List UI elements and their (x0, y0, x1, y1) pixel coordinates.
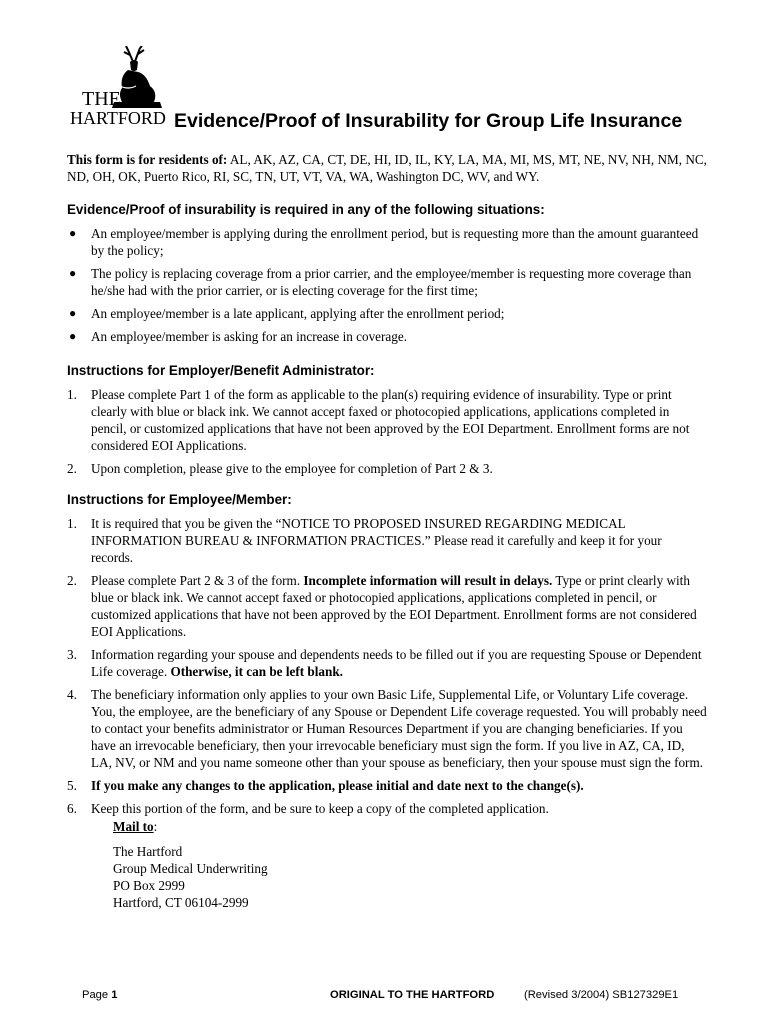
list-item: 4. The beneficiary information only applies to your own Basic Life, Supplemental Life, or Voluntary Life coverage. You, the employee, are the beneficiary of any Spouse or Dependent Life coverage requested. You will probably need to contact your benefits administrator or Human Resources Department if you are changing beneficiaries. If you have an irrevocable beneficiary, then your irrevocable beneficiary must sign the form. If you live in AZ, CA, ID, LA, NV, or NM and you name someone other than your spouse as beneficiary, then your spouse must sign the form. (67, 687, 707, 770)
logo-the: THE (82, 88, 121, 110)
list-item: 5. If you make any changes to the application, please initial and date next to the change(s). (67, 778, 584, 793)
employee-instructions-list (67, 515, 707, 911)
mail-address-line: PO Box 2999 (113, 878, 185, 893)
residents-label: This form is for residents of: (67, 152, 228, 167)
mail-to-label: Mail to (113, 819, 154, 834)
list-item: 2. Please complete Part 2 & 3 of the form. Incomplete information will result in delays. Type or print clearly with blue or black ink. We cannot accept faxed or photocopied applications, applications completed in pencil, or customized applications that have not been approved by the EOI Department. Enrollment forms are not considered EOI Applications. (67, 573, 697, 639)
situations-heading: Evidence/Proof of insurability is required in any of the following situations: (67, 202, 545, 217)
page-title: Evidence/Proof of Insurability for Group Life Insurance (174, 110, 683, 132)
list-item: 6. Keep this portion of the form, and be sure to keep a copy of the completed application. Mail to: The Hartford Group Medical Underwriting PO Box 2999 Hartford, CT 06104-2999 (67, 800, 707, 911)
residents-statement (67, 151, 707, 185)
original-notice: ORIGINAL TO THE HARTFORD (330, 989, 495, 1001)
logo-hartford: HARTFORD (70, 108, 166, 128)
revision-code: (Revised 3/2004) SB127329E1 (524, 989, 679, 1001)
list-item: ● An employee/member is asking for an increase in coverage. (69, 329, 408, 344)
employer-instructions-list (67, 386, 707, 477)
hartford-logo (66, 46, 166, 132)
list-item: ● An employee/member is applying during the enrollment period, but is requesting more than the amount guaranteed by the policy; (69, 226, 699, 258)
mail-address-line: Hartford, CT 06104-2999 (113, 895, 249, 910)
list-item: 3. Information regarding your spouse and dependents needs to be filled out if you are requesting Spouse or Dependent Life coverage. Otherwise, it can be left blank. (67, 647, 702, 679)
mail-address-line: The Hartford (113, 844, 183, 859)
employee-instructions-heading: Instructions for Employee/Member: (67, 492, 292, 507)
mail-address-line: Group Medical Underwriting (113, 861, 268, 876)
page-number: Page 1 (82, 989, 118, 1001)
list-item: ● The policy is replacing coverage from a prior carrier, and the employee/member is requesting more coverage than he/she had with the prior carrier, or is electing coverage for the first time; (69, 266, 692, 298)
list-item: 1. Please complete Part 1 of the form as applicable to the plan(s) requiring evidence of insurability. Type or print clearly with blue or black ink. We cannot accept faxed or photocopied applications, applications completed in pencil, or customized applications that have not been approved by the EOI Department. Enrollment forms are not considered EOI Applications. (67, 387, 690, 453)
situations-list (67, 225, 707, 345)
list-item: 1. It is required that you be given the “NOTICE TO PROPOSED INSURED REGARDING MEDICAL INFORMATION BUREAU & INFORMATION PRACTICES.” Please read it carefully and keep it for your records. (67, 516, 662, 565)
residents-states: AL, AK, AZ, CA, CT, DE, HI, ID, IL, KY, LA, MA, MI, MS, MT, NE, NV, NH, NM, NC, ND, OH, OK, Puerto Rico, RI, SC, TN, UT, VT, VA, WA, Washington DC, WV, and WY. (67, 152, 707, 184)
list-item: 2. Upon completion, please give to the employee for completion of Part 2 & 3. (67, 461, 493, 476)
employer-instructions-heading: Instructions for Employer/Benefit Administrator: (67, 363, 375, 378)
list-item: ● An employee/member is a late applicant, applying after the enrollment period; (69, 306, 505, 321)
mail-to-block: Mail to: The Hartford Group Medical Underwriting PO Box 2999 Hartford, CT 06104-2999 (113, 818, 707, 911)
